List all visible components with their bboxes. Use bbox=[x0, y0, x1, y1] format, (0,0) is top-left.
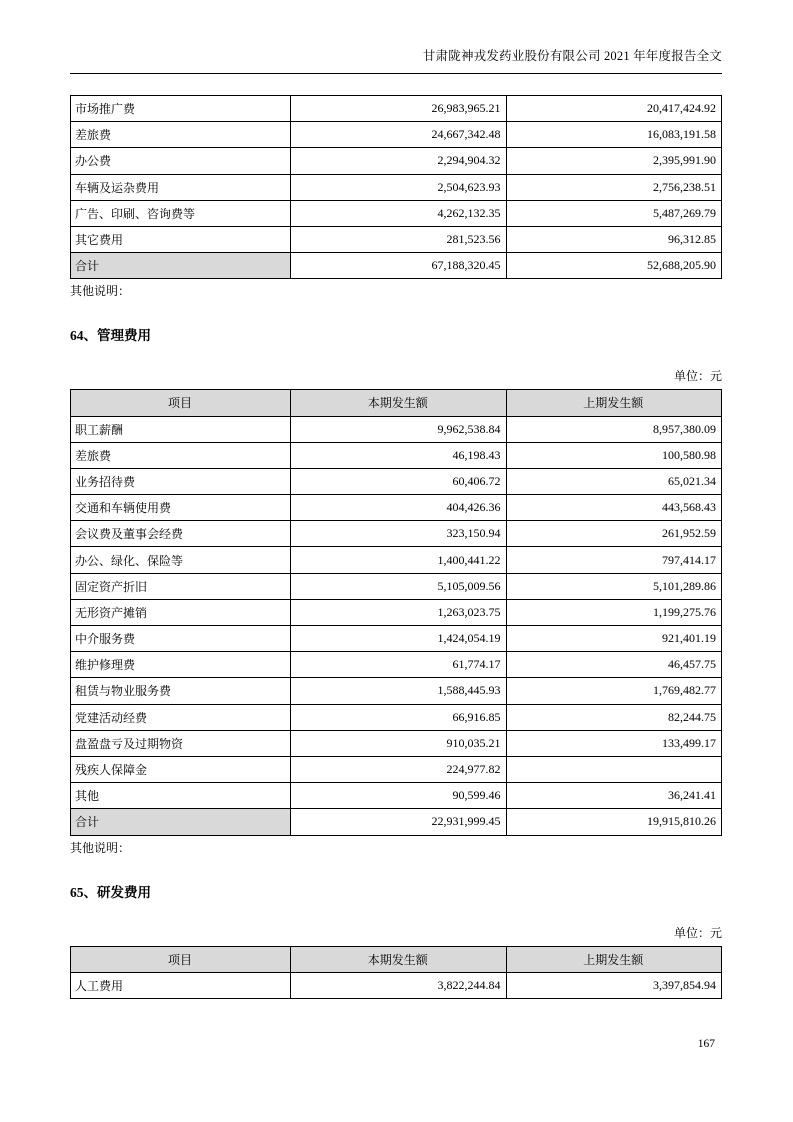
current-amount-cell: 60,406.72 bbox=[291, 468, 506, 494]
table-row bbox=[71, 468, 722, 494]
prior-amount-cell: 3,397,854.94 bbox=[506, 972, 722, 998]
current-amount-cell: 9,962,538.84 bbox=[291, 416, 506, 442]
table-row bbox=[71, 495, 722, 521]
prior-amount-cell: 5,487,269.79 bbox=[506, 200, 722, 226]
item-cell: 残疾人保障金 bbox=[71, 756, 291, 782]
prior-amount-cell: 46,457.75 bbox=[506, 652, 722, 678]
current-amount-cell: 66,916.85 bbox=[291, 704, 506, 730]
current-amount-cell: 22,931,999.45 bbox=[291, 809, 506, 835]
total-row bbox=[71, 253, 722, 279]
item-cell: 市场推广费 bbox=[71, 96, 291, 122]
prior-amount-cell: 1,199,275.76 bbox=[506, 599, 722, 625]
prior-amount-cell: 82,244.75 bbox=[506, 704, 722, 730]
current-amount-cell: 1,400,441.22 bbox=[291, 547, 506, 573]
item-cell: 固定资产折旧 bbox=[71, 573, 291, 599]
table-row bbox=[71, 704, 722, 730]
rnd-unit-label: 单位：元 bbox=[673, 925, 722, 940]
page-number: 167 bbox=[697, 1038, 715, 1050]
item-cell: 党建活动经费 bbox=[71, 704, 291, 730]
table-row bbox=[71, 756, 722, 782]
item-cell: 合计 bbox=[71, 809, 291, 835]
table-row bbox=[71, 416, 722, 442]
current-amount-cell: 2,504,623.93 bbox=[291, 174, 506, 200]
prior-amount-cell: 133,499.17 bbox=[506, 730, 722, 756]
prior-amount-cell: 20,417,424.92 bbox=[506, 96, 722, 122]
table-row bbox=[71, 730, 722, 756]
current-amount-cell: 5,105,009.56 bbox=[291, 573, 506, 599]
prior-amount-cell: 96,312.85 bbox=[506, 226, 722, 252]
item-cell: 交通和车辆使用费 bbox=[71, 495, 291, 521]
prior-amount-cell: 2,756,238.51 bbox=[506, 174, 722, 200]
table-row bbox=[71, 148, 722, 174]
prior-amount-cell: 261,952.59 bbox=[506, 521, 722, 547]
column-header: 上期发生额 bbox=[506, 390, 722, 416]
current-amount-cell: 90,599.46 bbox=[291, 783, 506, 809]
prior-amount-cell: 100,580.98 bbox=[506, 442, 722, 468]
current-amount-cell: 61,774.17 bbox=[291, 652, 506, 678]
prior-amount-cell: 921,401.19 bbox=[506, 626, 722, 652]
column-header: 项目 bbox=[71, 946, 291, 972]
rnd-expense-table bbox=[70, 946, 722, 999]
table-row bbox=[71, 200, 722, 226]
current-amount-cell: 1,263,023.75 bbox=[291, 599, 506, 625]
table-row bbox=[71, 442, 722, 468]
sales-expense-table bbox=[70, 95, 722, 279]
section-64-title: 64、管理费用 bbox=[70, 328, 151, 344]
current-amount-cell: 26,983,965.21 bbox=[291, 96, 506, 122]
total-row bbox=[71, 809, 722, 835]
current-amount-cell: 1,424,054.19 bbox=[291, 626, 506, 652]
prior-amount-cell: 5,101,289.86 bbox=[506, 573, 722, 599]
table-row bbox=[71, 972, 722, 998]
sales-expense-other-note: 其他说明： bbox=[70, 284, 131, 299]
table-row bbox=[71, 626, 722, 652]
prior-amount-cell: 443,568.43 bbox=[506, 495, 722, 521]
current-amount-cell: 3,822,244.84 bbox=[291, 972, 506, 998]
item-cell: 会议费及董事会经费 bbox=[71, 521, 291, 547]
prior-amount-cell bbox=[506, 756, 722, 782]
report-title: 甘肃陇神戎发药业股份有限公司 2021 年年度报告全文 bbox=[422, 49, 722, 63]
table-row bbox=[71, 547, 722, 573]
column-header: 上期发生额 bbox=[506, 946, 722, 972]
item-cell: 租赁与物业服务费 bbox=[71, 678, 291, 704]
prior-amount-cell: 8,957,380.09 bbox=[506, 416, 722, 442]
item-cell: 车辆及运杂费用 bbox=[71, 174, 291, 200]
prior-amount-cell: 2,395,991.90 bbox=[506, 148, 722, 174]
item-cell: 其他 bbox=[71, 783, 291, 809]
current-amount-cell: 281,523.56 bbox=[291, 226, 506, 252]
table-header-row bbox=[71, 390, 722, 416]
table-row bbox=[71, 678, 722, 704]
current-amount-cell: 67,188,320.45 bbox=[291, 253, 506, 279]
current-amount-cell: 404,426.36 bbox=[291, 495, 506, 521]
table-row bbox=[71, 521, 722, 547]
table-row bbox=[71, 122, 722, 148]
item-cell: 盘盈盘亏及过期物资 bbox=[71, 730, 291, 756]
table-row bbox=[71, 599, 722, 625]
item-cell: 差旅费 bbox=[71, 442, 291, 468]
current-amount-cell: 323,150.94 bbox=[291, 521, 506, 547]
column-header: 本期发生额 bbox=[291, 390, 506, 416]
current-amount-cell: 224,977.82 bbox=[291, 756, 506, 782]
prior-amount-cell: 52,688,205.90 bbox=[506, 253, 722, 279]
management-unit-label: 单位：元 bbox=[673, 369, 722, 384]
table-row bbox=[71, 652, 722, 678]
prior-amount-cell: 36,241.41 bbox=[506, 783, 722, 809]
item-cell: 差旅费 bbox=[71, 122, 291, 148]
item-cell: 维护修理费 bbox=[71, 652, 291, 678]
item-cell: 合计 bbox=[71, 253, 291, 279]
current-amount-cell: 4,262,132.35 bbox=[291, 200, 506, 226]
item-cell: 办公、绿化、保险等 bbox=[71, 547, 291, 573]
column-header: 本期发生额 bbox=[291, 946, 506, 972]
current-amount-cell: 24,667,342.48 bbox=[291, 122, 506, 148]
prior-amount-cell: 19,915,810.26 bbox=[506, 809, 722, 835]
management-other-note: 其他说明： bbox=[70, 840, 131, 855]
current-amount-cell: 2,294,904.32 bbox=[291, 148, 506, 174]
item-cell: 业务招待费 bbox=[71, 468, 291, 494]
prior-amount-cell: 797,414.17 bbox=[506, 547, 722, 573]
column-header: 项目 bbox=[71, 390, 291, 416]
page-header bbox=[70, 0, 722, 74]
table-row bbox=[71, 573, 722, 599]
item-cell: 其它费用 bbox=[71, 226, 291, 252]
prior-amount-cell: 16,083,191.58 bbox=[506, 122, 722, 148]
current-amount-cell: 46,198.43 bbox=[291, 442, 506, 468]
section-65-title: 65、研发费用 bbox=[70, 884, 151, 900]
management-expense-table bbox=[70, 389, 722, 835]
table-row bbox=[71, 96, 722, 122]
table-row bbox=[71, 783, 722, 809]
item-cell: 中介服务费 bbox=[71, 626, 291, 652]
table-header-row bbox=[71, 946, 722, 972]
current-amount-cell: 910,035.21 bbox=[291, 730, 506, 756]
item-cell: 无形资产摊销 bbox=[71, 599, 291, 625]
table-row bbox=[71, 226, 722, 252]
prior-amount-cell: 1,769,482.77 bbox=[506, 678, 722, 704]
item-cell: 人工费用 bbox=[71, 972, 291, 998]
item-cell: 广告、印刷、咨询费等 bbox=[71, 200, 291, 226]
current-amount-cell: 1,588,445.93 bbox=[291, 678, 506, 704]
item-cell: 职工薪酬 bbox=[71, 416, 291, 442]
item-cell: 办公费 bbox=[71, 148, 291, 174]
table-row bbox=[71, 174, 722, 200]
prior-amount-cell: 65,021.34 bbox=[506, 468, 722, 494]
